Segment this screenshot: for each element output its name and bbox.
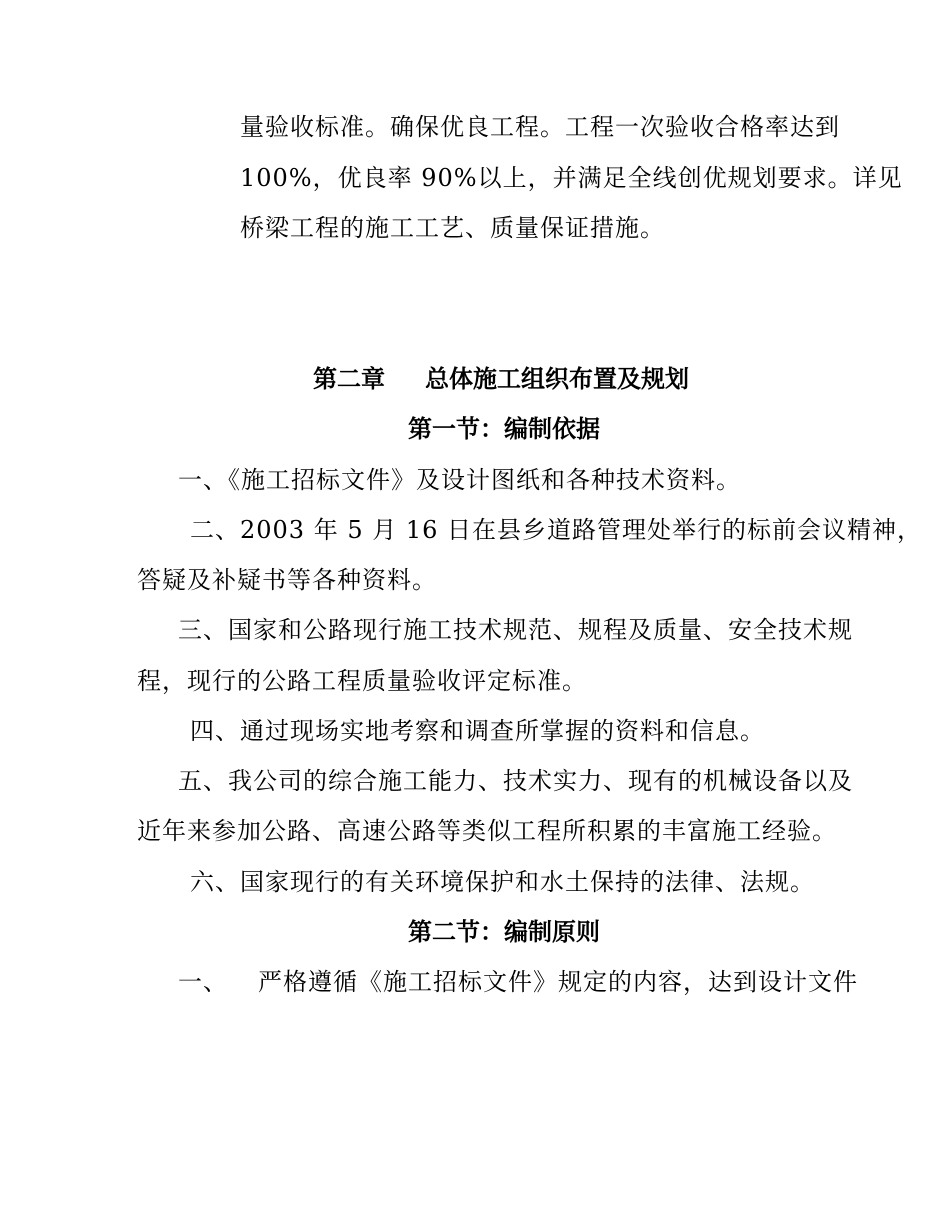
intro-line-2: 100%，优良率 90%以上，并满足全线创优规划要求。详见 [240,164,903,192]
section-1-title: 第一节：编制依据 [408,415,600,443]
section-1-item-2-line-2: 答疑及补疑书等各种资料。 [137,566,437,594]
section-2-item-1 [178,967,858,997]
intro-line-3: 桥梁工程的施工工艺、质量保证措施。 [240,214,665,242]
section-2-item-1-text: 严格遵循《施工招标文件》规定的内容，达到设计文件 [258,968,858,996]
section-1-item-3-line-2: 程，现行的公路工程质量验收评定标准。 [137,667,587,695]
section-1-item-1: 一、《施工招标文件》及设计图纸和各种技术资料。 [178,466,741,494]
chapter-heading [313,364,689,394]
section-1-item-4: 四、通过现场实地考察和调查所掌握的资料和信息。 [190,717,765,745]
section-1-item-6: 六、国家现行的有关环境保护和水土保持的法律、法规。 [190,868,815,896]
section-1-item-5-line-1: 五、我公司的综合施工能力、技术实力、现有的机械设备以及 [178,767,853,795]
chapter-title: 总体施工组织布置及规划 [425,365,689,393]
section-2-item-1-marker: 一、 [178,968,228,996]
section-1-item-5-line-2: 近年来参加公路、高速公路等类似工程所积累的丰富施工经验。 [137,817,837,845]
section-1-item-3-line-1: 三、国家和公路现行施工技术规范、规程及质量、安全技术规 [178,616,853,644]
chapter-number: 第二章 [313,365,385,393]
section-2-title: 第二节：编制原则 [408,918,600,946]
section-1-item-2-line-1: 二、2003 年 5 月 16 日在县乡道路管理处举行的标前会议精神， [190,516,923,544]
intro-line-1: 量验收标准。确保优良工程。工程一次验收合格率达到 [240,113,840,141]
